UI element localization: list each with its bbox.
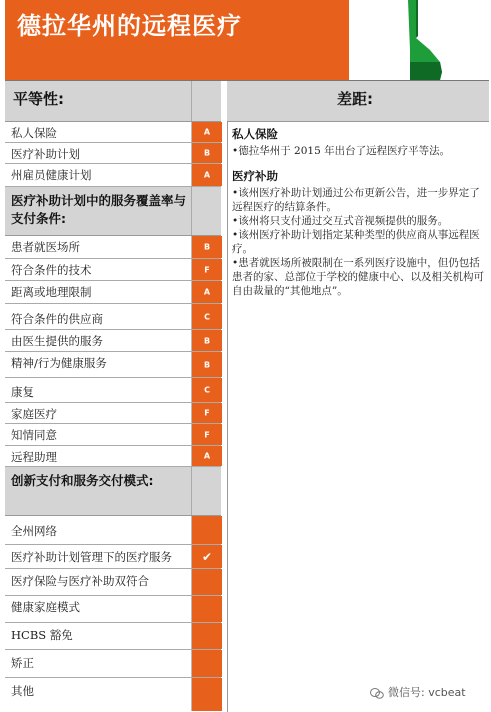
row-label: 私人保险 <box>11 126 57 140</box>
table-row: 符合条件的供应商 C <box>5 304 221 330</box>
section-payment-models: 创新支付和服务交付模式: <box>5 467 221 516</box>
grade-cell: A <box>191 446 222 466</box>
table-row: 远程助理 A <box>5 446 221 467</box>
page-title: 德拉华州的远程医疗 <box>17 12 242 40</box>
row-label: 州雇员健康计划 <box>11 168 92 182</box>
grade-cell <box>191 516 222 544</box>
table-row: 家庭医疗 F <box>5 403 221 424</box>
gaps-column <box>227 81 489 712</box>
table-row <box>5 122 221 143</box>
table-row: 医疗保险与医疗补助双符合 <box>5 569 221 596</box>
section-medicaid-coverage: 医疗补助计划中的服务覆盖率与支付条件: <box>5 187 221 236</box>
table-row: 距离或地理限制 A <box>5 281 221 304</box>
grade-cell: B <box>191 236 222 258</box>
wechat-icon <box>370 688 384 699</box>
gaps-body <box>227 122 490 712</box>
grade-cell: B <box>191 143 222 163</box>
state-map-image <box>350 0 491 80</box>
table-row: 精神/行为健康服务 B <box>5 352 221 378</box>
table-row: 全州网络 <box>5 516 221 545</box>
table-row: 由医生提供的服务 B <box>5 330 221 352</box>
check-icon: ✔ <box>201 549 213 564</box>
table-row: HCBS 豁免 <box>5 623 221 650</box>
watermark-text: 微信号: vcbeat <box>388 686 466 699</box>
grade-cell: B <box>191 330 222 351</box>
table-row: 知情同意 F <box>5 424 221 446</box>
grade-cell <box>191 623 222 649</box>
grade-cell <box>191 650 222 677</box>
grade-cell <box>191 545 222 568</box>
grade-cell: A <box>191 122 222 142</box>
gaps-private-insurance: 私人保险 •德拉华州于 2015 年出台了远程医疗平等法。 <box>232 127 451 157</box>
table-row: 其他 <box>5 678 221 711</box>
grade-cell <box>191 569 222 595</box>
grade-cell: F <box>191 259 222 280</box>
table-row: 患者就医场所 B <box>5 236 221 259</box>
parity-header-label: 平等性: <box>13 90 64 108</box>
title-bar <box>5 0 349 80</box>
grade-cell <box>191 596 222 622</box>
gaps-medicaid: 医疗补助 •该州医疗补助计划通过公布更新公告，进一步界定了远程医疗的结算条件。 •该州将只支付通过交互式音视频提供的服务。 •该州医疗补助计划指定某种类型的供应商从事远程医疗。 •患者就医场所被限制在一系列医疗设施中，但仍包括患者的家、总部位于学校的健康中心、以及相关机构可自由裁量的“其他地点”。 <box>232 169 484 297</box>
grade-cell: F <box>191 424 222 445</box>
wechat-watermark <box>370 684 466 700</box>
grade-cell: F <box>191 403 222 423</box>
scorecard-table <box>5 80 489 712</box>
gaps-header <box>227 81 489 122</box>
gaps-header-label: 差距: <box>337 90 373 108</box>
delaware-map-icon <box>350 0 491 80</box>
grade-cell <box>191 678 222 711</box>
grade-cell: A <box>191 164 222 186</box>
table-row <box>5 143 221 164</box>
table-row: 矫正 <box>5 650 221 678</box>
grade-cell: C <box>191 378 222 402</box>
grade-cell: C <box>191 304 222 329</box>
table-row: 医疗补助计划管理下的医疗服务 ✔ <box>5 545 221 569</box>
table-row <box>5 164 221 187</box>
row-label: 医疗补助计划 <box>11 147 80 161</box>
table-row: 符合条件的技术 F <box>5 259 221 281</box>
grade-cell: A <box>191 281 222 303</box>
page-header <box>0 0 491 80</box>
table-row: 健康家庭模式 <box>5 596 221 623</box>
parity-header <box>5 81 221 122</box>
grade-cell: B <box>191 352 222 377</box>
table-row: 康复 C <box>5 378 221 403</box>
